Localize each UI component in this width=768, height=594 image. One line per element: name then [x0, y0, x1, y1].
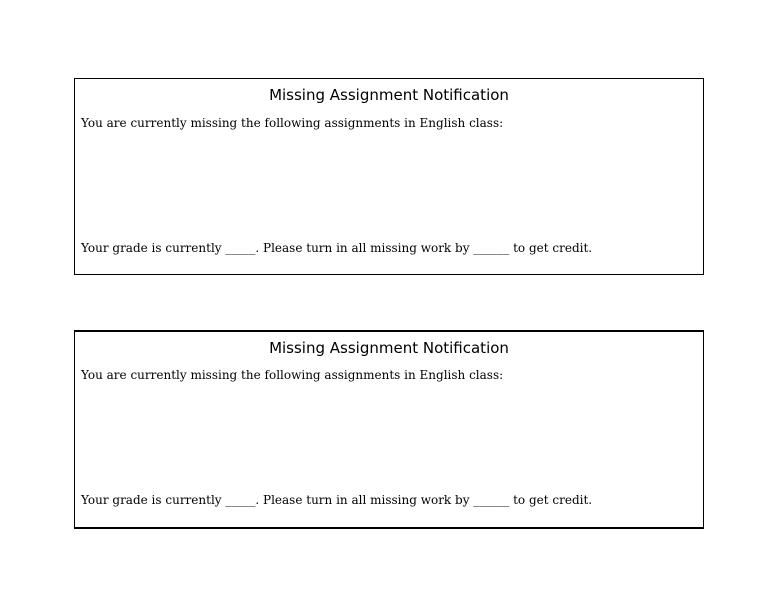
grade-and-deadline-line: Your grade is currently _____. Please turn in all missing work by ______ to get credit. [81, 493, 593, 507]
missing-assignments-intro: You are currently missing the following assignments in English class: [81, 116, 504, 130]
notification-card-1 [74, 78, 704, 275]
grade-and-deadline-line: Your grade is currently _____. Please turn in all missing work by ______ to get credit. [81, 241, 593, 255]
notification-card-2 [74, 330, 704, 529]
notification-title: Missing Assignment Notification [269, 339, 509, 357]
missing-assignments-intro: You are currently missing the following assignments in English class: [81, 368, 504, 382]
notification-title: Missing Assignment Notification [269, 86, 509, 104]
